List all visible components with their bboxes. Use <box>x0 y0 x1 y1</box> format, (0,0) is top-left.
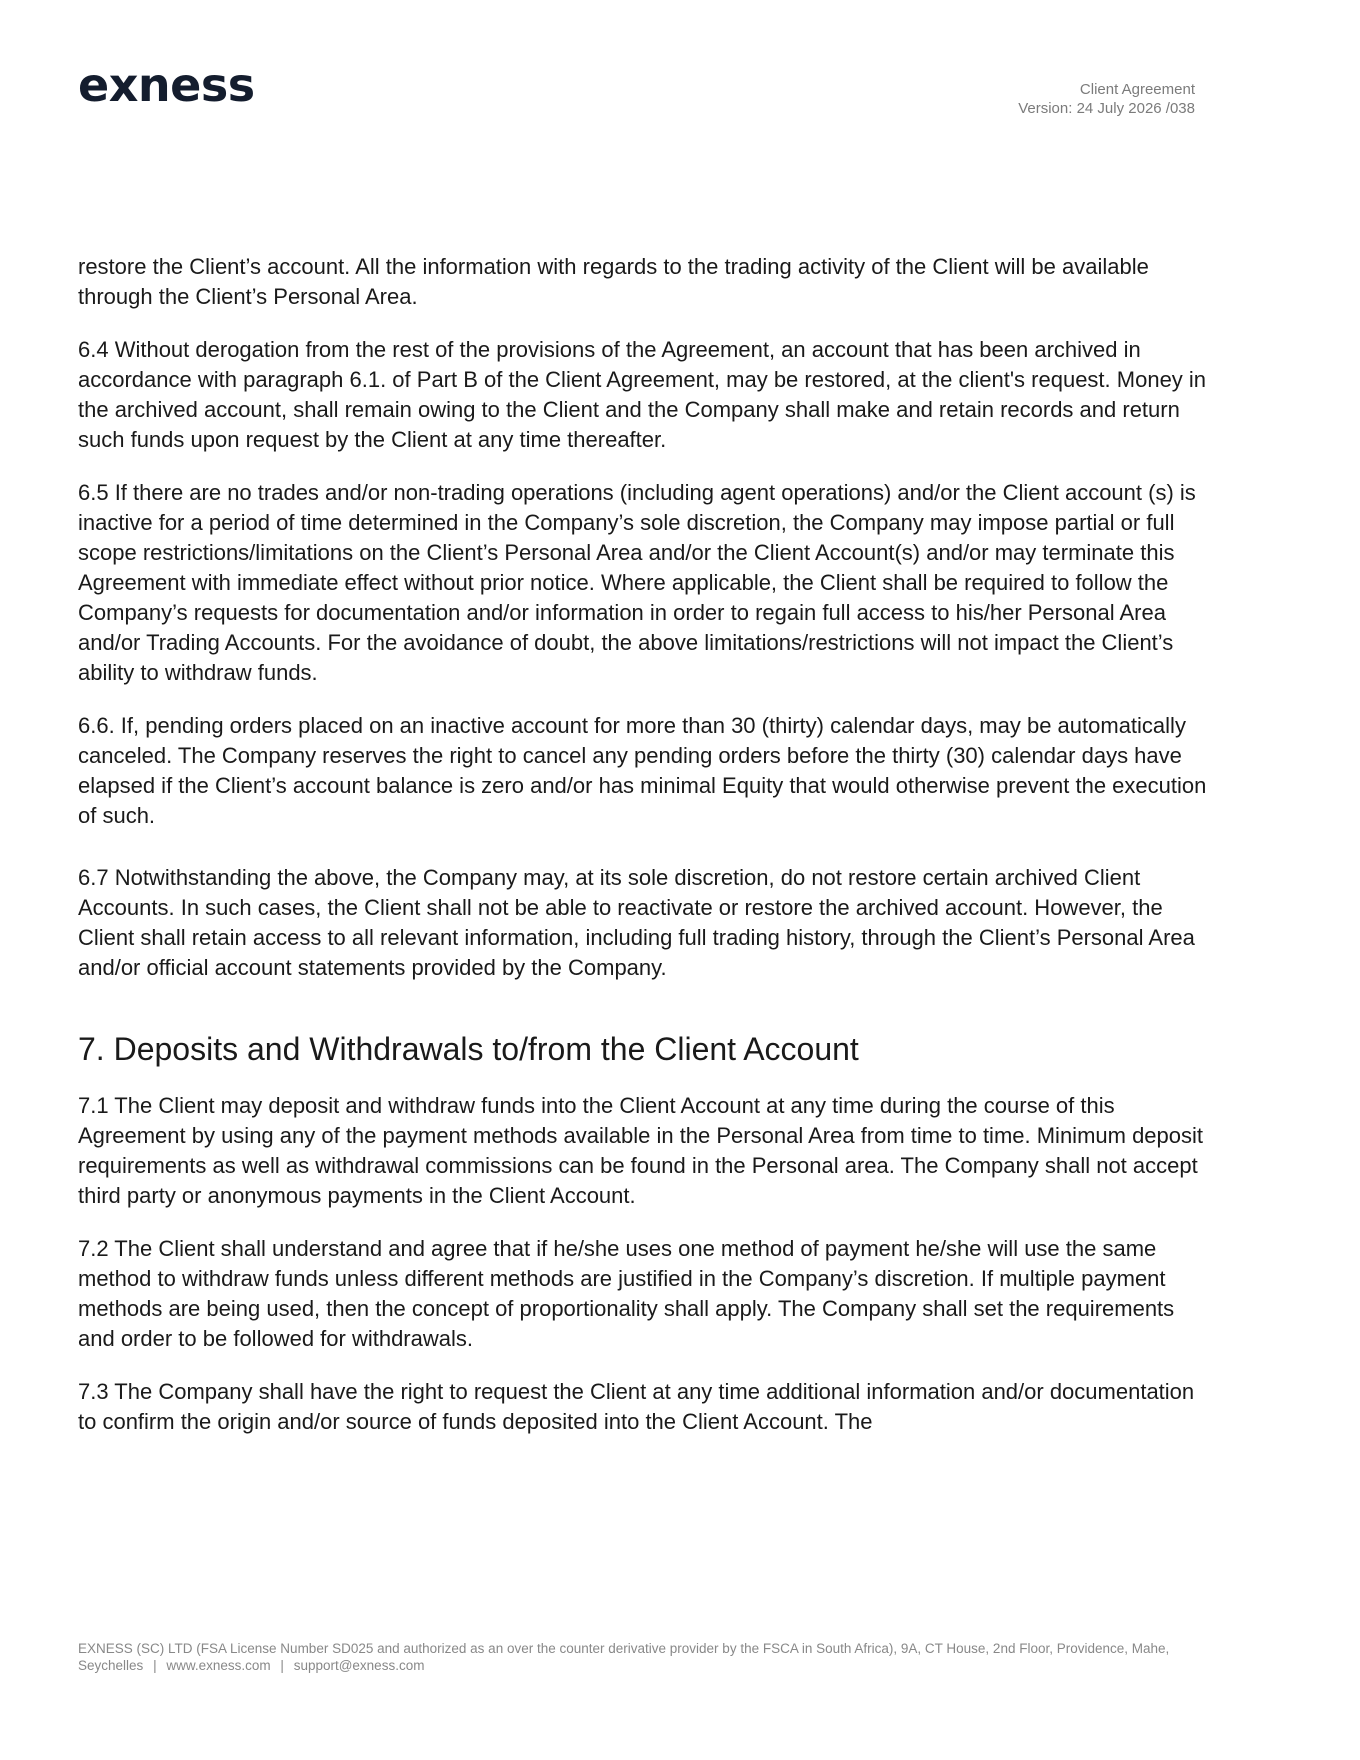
paragraph-6-5: 6.5 If there are no trades and/or non-trading operations (including agent operations) and/or the Client account (s) is inactive for a period of time determined in the Company’s sole discretion, the Company may impose partial or full scope restrictions/limitations on the Client’s Personal Area and/or the Client Account(s) and/or may terminate this Agreement with immediate effect without prior notice. Where applicable, the Client shall be required to follow the Company’s requests for documentation and/or information in order to regain full access to his/her Personal Area and/or Trading Accounts. For the avoidance of doubt, the above limitations/restrictions will not impact the Client’s ability to withdraw funds. <box>78 480 1196 685</box>
paragraph-7-1: 7.1 The Client may deposit and withdraw funds into the Client Account at any time during the course of this Agreement by using any of the payment methods available in the Personal Area from time to time. Minimum deposit requirements as well as withdrawal commissions can be found in the Personal area. The Company shall not accept third party or anonymous payments in the Client Account. <box>78 1093 1204 1208</box>
footer-website-link[interactable]: www.exness.com <box>166 1658 271 1673</box>
paragraph-6-4: 6.4 Without derogation from the rest of the provisions of the Agreement, an account that has been archived in accordance with paragraph 6.1. of Part B of the Client Agreement, may be restored, at the client's request. Money in the archived account, shall remain owing to the Client and the Company shall make and retain records and return such funds upon request by the Client at any time thereafter. <box>78 337 1207 452</box>
exness-logo: exness <box>78 58 255 112</box>
paragraph-6-6: 6.6. If, pending orders placed on an inactive account for more than 30 (thirty) calendar days, may be automatically canceled. The Company reserves the right to cancel any pending orders before the thirty (30) calendar days have elapsed if the Client’s account balance is zero and/or has minimal Equity that would otherwise prevent the execution of such. <box>78 713 1207 828</box>
page-footer <box>78 1640 1208 1674</box>
document-body <box>78 252 1208 1460</box>
footer-company-info: EXNESS (SC) LTD (FSA License Number SD025 and authorized as an over the counter derivative provider by the FSCA in South Africa), 9A, CT House, 2nd Floor, Providence, Mahe, Seychelles <box>78 1641 1170 1673</box>
document-title: Client Agreement <box>1079 81 1195 98</box>
footer-email-link[interactable]: support@exness.com <box>293 1658 425 1673</box>
footer-separator: | <box>280 1658 284 1673</box>
paragraph-7-2: 7.2 The Client shall understand and agree that if he/she uses one method of payment he/she will use the same method to withdraw funds unless different methods are justified in the Company’s discretion. If multiple payment methods are being used, then the concept of proportionality shall apply. The Company shall set the requirements and order to be followed for withdrawals. <box>78 1236 1175 1351</box>
footer-separator: | <box>153 1658 157 1673</box>
document-meta <box>1018 80 1195 118</box>
section-7-heading: 7. Deposits and Withdrawals to/from the Client Account <box>78 1031 859 1067</box>
paragraph-6-7: 6.7 Notwithstanding the above, the Company may, at its sole discretion, do not restore certain archived Client Accounts. In such cases, the Client shall not be able to reactivate or restore the archived account. However, the Client shall retain access to all relevant information, including full trading history, through the Client’s Personal Area and/or official account statements provided by the Company. <box>78 865 1195 980</box>
document-version: Version: 24 July 2026 /038 <box>1018 100 1195 117</box>
paragraph-6-3-continued: restore the Client’s account. All the information with regards to the trading activity of the Client will be available through the Client’s Personal Area. <box>78 254 1149 309</box>
paragraph-7-3: 7.3 The Company shall have the right to request the Client at any time additional information and/or documentation to confirm the origin and/or source of funds deposited into the Client Account. The <box>78 1379 1195 1434</box>
